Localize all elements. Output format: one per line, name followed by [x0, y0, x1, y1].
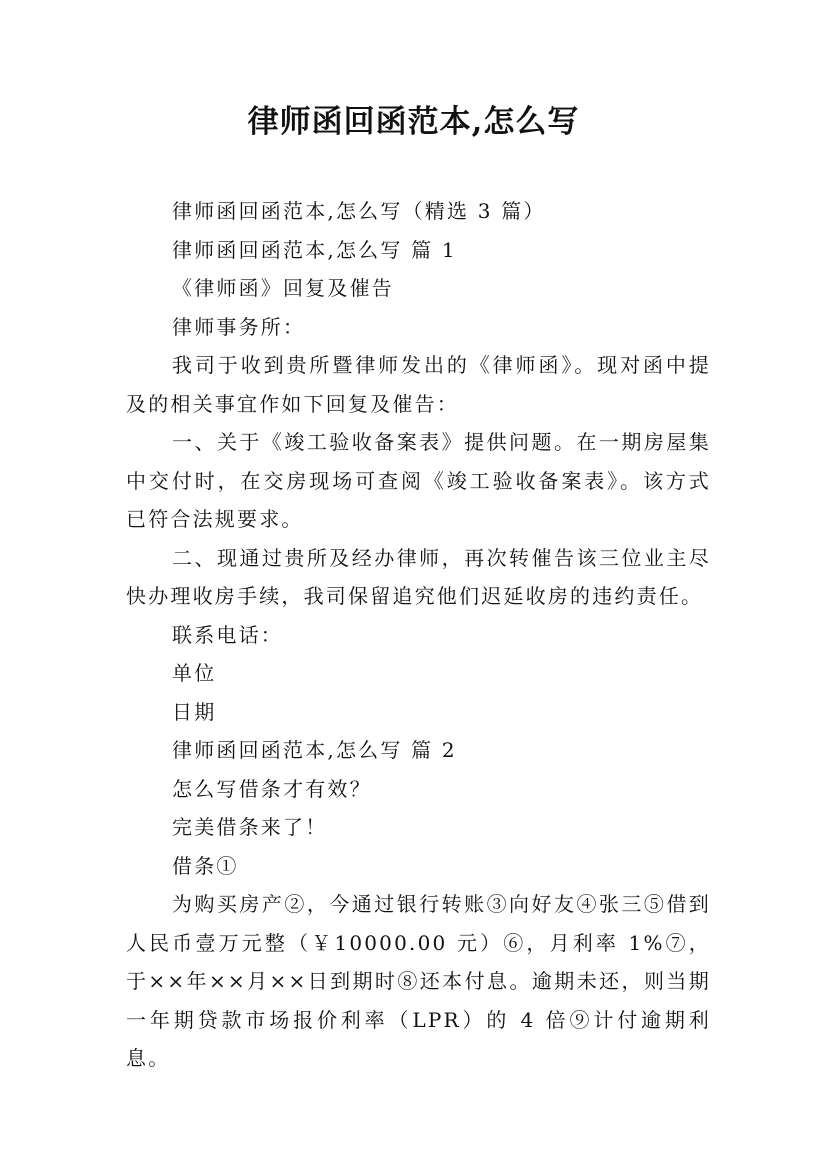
paragraph-part2-heading: 律师函回函范本,怎么写 篇 2 — [172, 738, 457, 762]
paragraph-contact-phone: 联系电话： — [172, 622, 283, 647]
paragraph-part1-heading: 律师函回函范本,怎么写 篇 1 — [172, 237, 457, 262]
document-title: 律师函回函范本,怎么写 — [247, 104, 580, 140]
paragraph-reply-opening: 我司于收到贵所暨律师发出的《律师函》。现对函中提及的相关事宜作如下回复及催告： — [126, 353, 711, 416]
document-body — [126, 192, 711, 1078]
paragraph-date: 日期 — [172, 699, 217, 724]
paragraph-iou-body: 为购买房产②，今通过银行转账③向好友④张三⑤借到人民币壹万元整（￥10000.00 元）⑥，月利率 1%⑦，于××年××月××日到期时⑧还本付息。逾期未还，则当期一年期贷款市场报价利率（LPR）的 4 倍⑨计付逾期利息。 — [126, 892, 711, 1070]
paragraph-intro-iou: 完美借条来了！ — [172, 815, 328, 839]
paragraph-point-one: 一、关于《竣工验收备案表》提供问题。在一期房屋集中交付时，在交房现场可查阅《竣工验收备案表》。该方式已符合法规要求。 — [126, 430, 711, 531]
paragraph-intro: 律师函回函范本,怎么写（精选 3 篇） — [172, 199, 546, 223]
paragraph-iou-title: 借条① — [172, 853, 239, 878]
paragraph-question: 怎么写借条才有效？ — [172, 776, 372, 801]
paragraph-addressee: 律师事务所： — [172, 314, 306, 339]
paragraph-reply-title: 《律师函》回复及催告 — [172, 276, 394, 300]
paragraph-unit: 单位 — [172, 661, 217, 685]
paragraph-point-two: 二、现通过贵所及经办律师，再次转催告该三位业主尽快办理收房手续，我司保留追究他们迟延收房的违约责任。 — [126, 545, 711, 608]
